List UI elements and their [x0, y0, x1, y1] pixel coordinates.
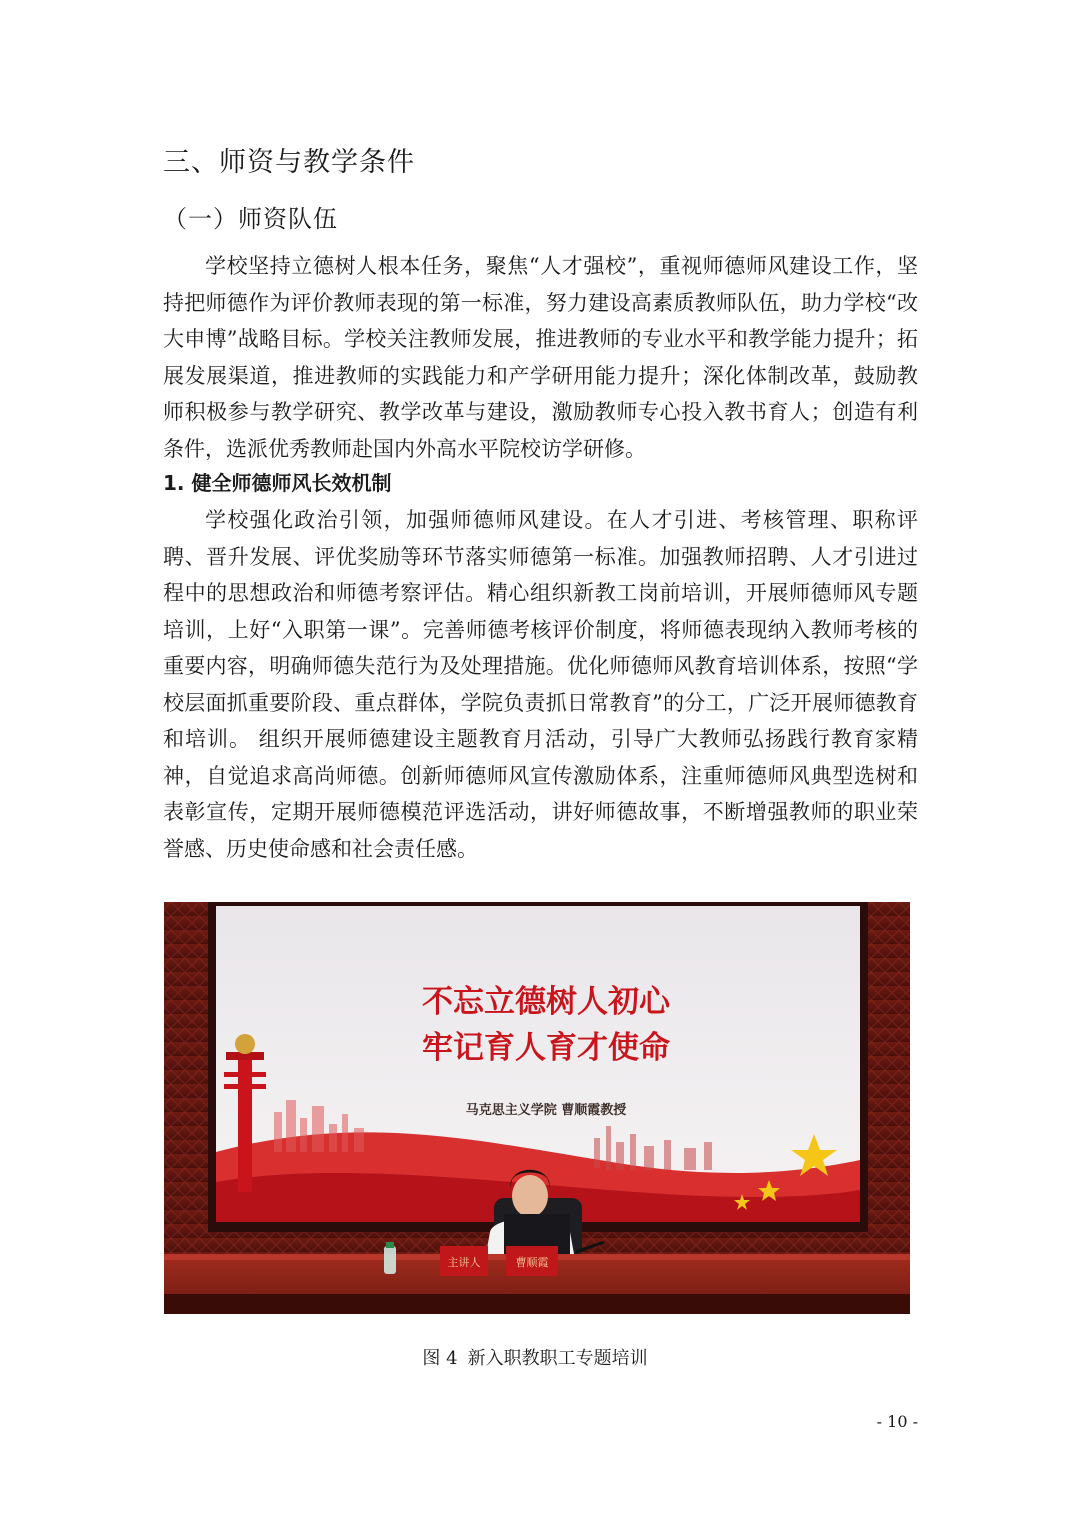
nameplate-speaker — [506, 1246, 558, 1276]
page-number: - 10 - — [876, 1412, 918, 1431]
training-photo — [164, 902, 910, 1314]
caption-text: 新入职教职工专题培训 — [467, 1348, 648, 1369]
water-bottle — [384, 1242, 396, 1274]
screen-slogan-line-2: 牢记育人育才使命 — [422, 1030, 670, 1066]
section-title: 三、师资与教学条件 — [163, 147, 415, 178]
nameplate-host — [440, 1246, 488, 1276]
subsection-title: （一）师资队伍 — [163, 205, 338, 233]
paragraph-ethics-mechanism: 学校强化政治引领，加强师德师风建设。在人才引进、考核管理、职称评聘、晋升发展、评优奖励等环节落实师德第一标准。加强教师招聘、人才引进过程中的思想政治和师德考察评估。精心组织新教工岗前培训，开展师德师风专题培训，上好“入职第一课”。完善师德考核评价制度，将师德表现纳入教师考核的重要内容，明确师德失范行为及处理措施。优化师德师风教育培训体系，按照“学校层面抓重要阶段、重点群体，学院负责抓日常教育”的分工，广泛开展师德教育和培训。 组织开展师德建设主题教育月活动，引导广大教师弘扬践行教育家精神，自觉追求高尚师德。创新师德师风宣传激励体系，注重师德师风典型选树和表彰宣传，定期开展师德模范评选活动，讲好师德故事，不断增强教师的职业荣誉感、历史使命感和社会责任感。 — [163, 508, 918, 861]
paragraph-teacher-team: 学校坚持立德树人根本任务，聚焦“人才强校”，重视师德师风建设工作，坚持把师德作为评价教师表现的第一标准，努力建设高素质教师队伍，助力学校“改大申博”战略目标。学校关注教师发展，推进教师的专业水平和教学能力提升；拓展发展渠道，推进教师的实践能力和产学研用能力提升；深化体制改革，鼓励教师积极参与教学研究、教学改革与建设，激励教师专心投入教书育人；创造有利条件，选派优秀教师赴国内外高水平院校访学研修。 — [163, 254, 918, 461]
item-title: 1. 健全师德师风长效机制 — [163, 471, 392, 495]
caption-label: 图 4 — [422, 1348, 458, 1369]
screen-slogan-line-1: 不忘立德树人初心 — [422, 984, 670, 1020]
figure-caption — [0, 1344, 1080, 1370]
svg-text:主讲人: 主讲人 — [447, 1256, 481, 1269]
svg-text:曹顺霞: 曹顺霞 — [515, 1256, 549, 1269]
screen-subtitle: 马克思主义学院 曹顺霞教授 — [465, 1103, 627, 1118]
